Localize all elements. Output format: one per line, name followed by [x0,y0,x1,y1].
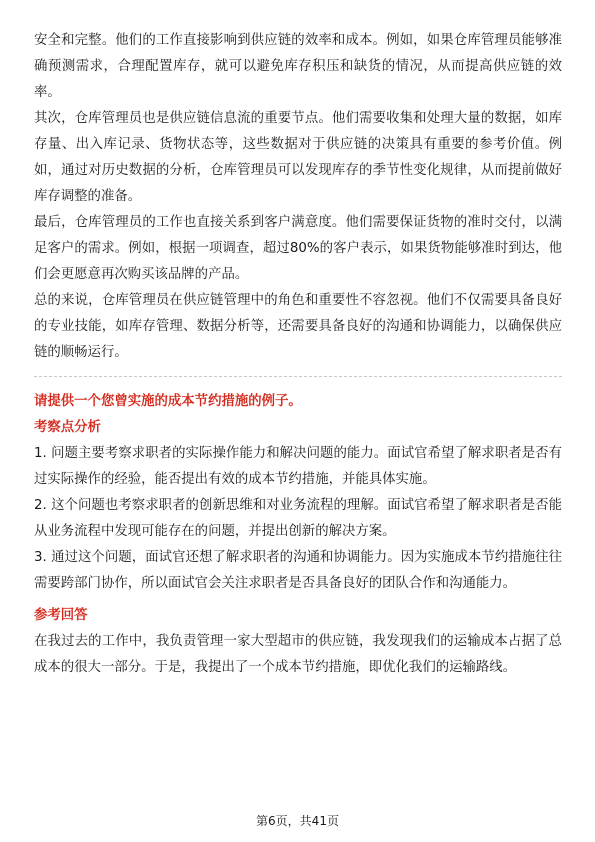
body-paragraph: 最后，仓库管理员的工作也直接关系到客户满意度。他们需要保证货物的准时交付，以满足客户的需求。例如，根据一项调查，超过80%的客户表示，如果货物能够准时到达，他们会更愿意再次购买该品牌的产品。 [34,215,562,282]
answer-text: 在我过去的工作中，我负责管理一家大型超市的供应链，我发现我们的运输成本占据了总成本的很大一部分。于是，我提出了一个成本节约措施，即优化我们的运输路线。 [34,634,562,675]
body-paragraph: 安全和完整。他们的工作直接影响到供应链的效率和成本。例如，如果仓库管理员能够准确预测需求，合理配置库存，就可以避免库存积压和缺货的情况，从而提高供应链的效率。 [34,33,562,100]
section-divider [34,376,562,377]
analysis-item: 2. 这个问题也考察求职者的创新思维和对业务流程的理解。面试官希望了解求职者是否能从业务流程中发现可能存在的问题，并提出创新的解决方案。 [34,498,562,539]
answer-heading: 参考回答 [34,608,88,623]
body-paragraph: 总的来说，仓库管理员在供应链管理中的角色和重要性不容忽视。他们不仅需要具备良好的专业技能，如库存管理、数据分析等，还需要具备良好的沟通和协调能力，以确保供应链的顺畅运行。 [34,293,562,360]
interview-question: 请提供一个您曾实施的成本节约措施的例子。 [34,394,302,409]
analysis-heading: 考察点分析 [34,420,101,435]
body-paragraph: 其次，仓库管理员也是供应链信息流的重要节点。他们需要收集和处理大量的数据，如库存量、出入库记录、货物状态等，这些数据对于供应链的决策具有重要的参考价值。例如，通过对历史数据的分析，仓库管理员可以发现库存的季节性变化规律，从而提前做好库存调整的准备。 [34,111,562,204]
page-content [34,28,562,681]
analysis-item: 1. 问题主要考察求职者的实际操作能力和解决问题的能力。面试官希望了解求职者是否有过实际操作的经验，能否提出有效的成本节约措施，并能具体实施。 [34,446,562,487]
analysis-item: 3. 通过这个问题，面试官还想了解求职者的沟通和协调能力。因为实施成本节约措施往往需要跨部门协作，所以面试官会关注求职者是否具备良好的团队合作和沟通能力。 [34,550,562,591]
page-footer: 第6页，共41页 [256,814,339,828]
